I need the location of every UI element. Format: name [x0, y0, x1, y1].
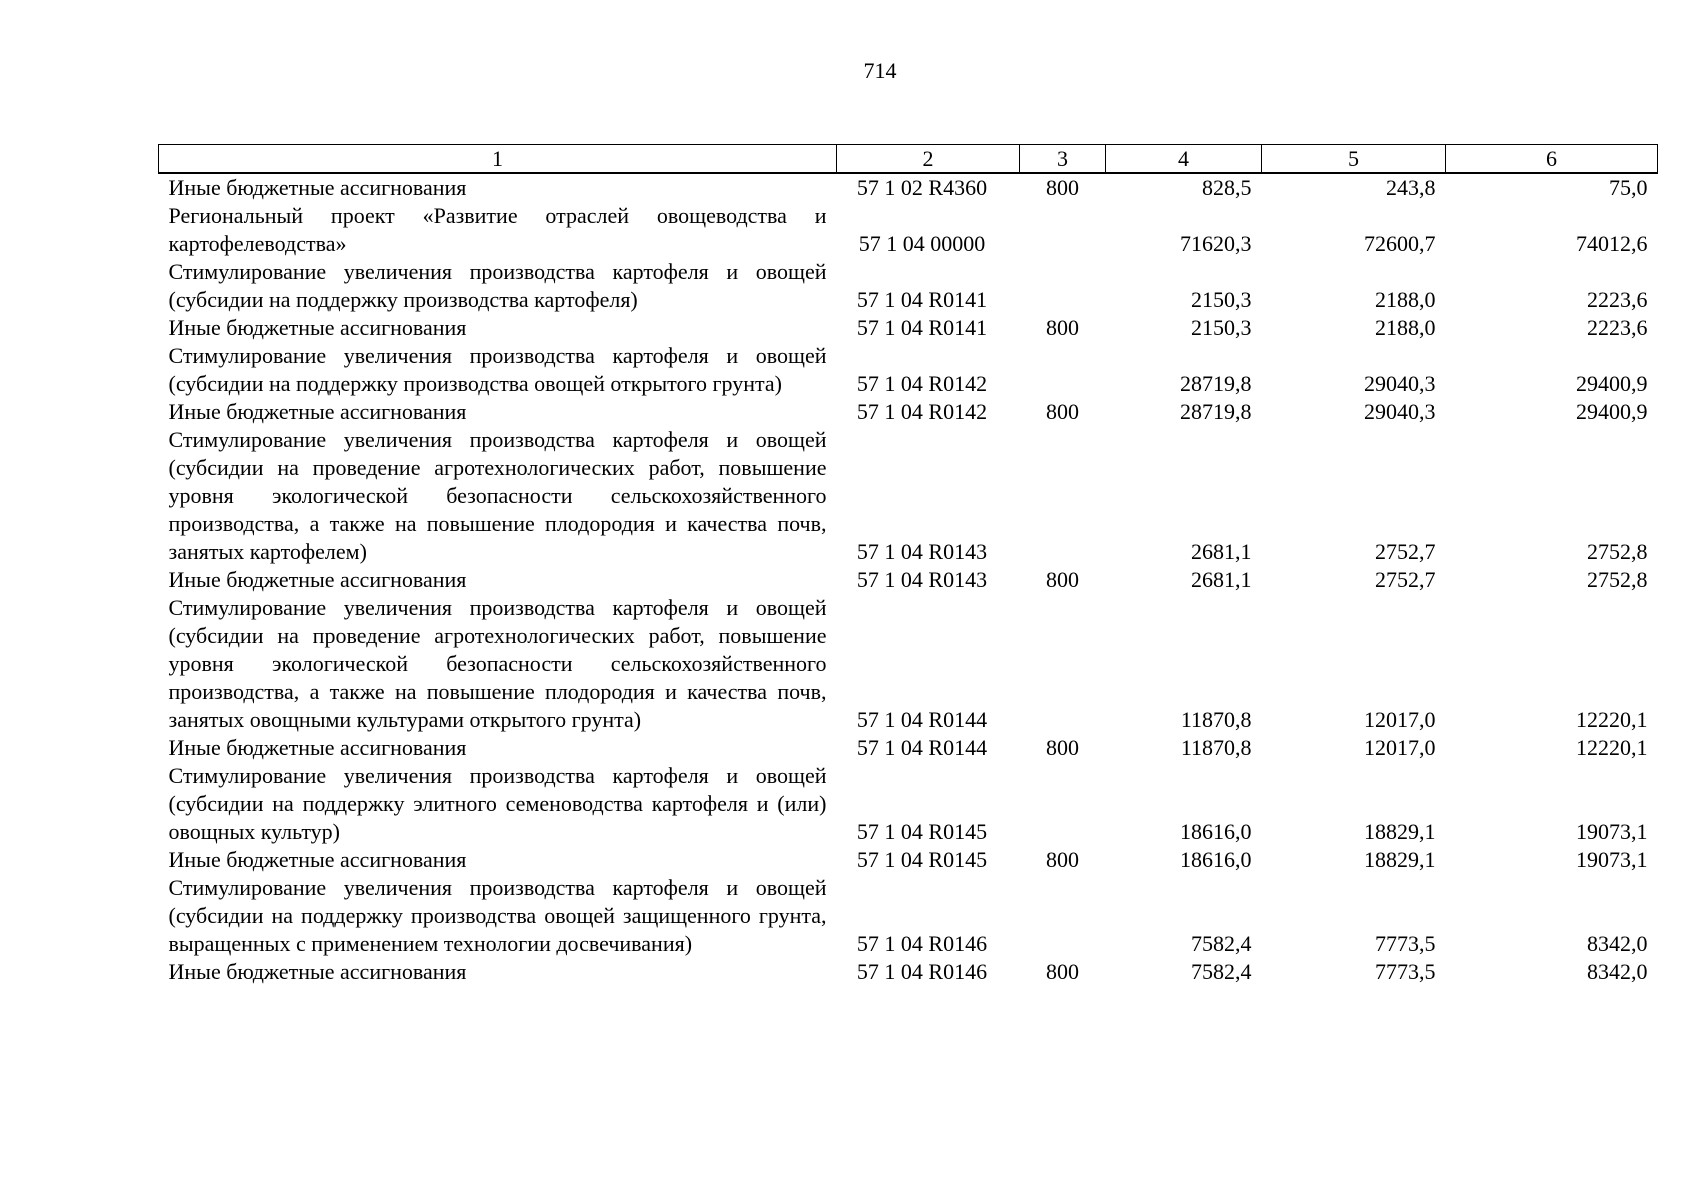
row-code-cell: 57 1 04 R0145: [856, 819, 988, 844]
row-value-col6-cell: 12220,1: [1576, 735, 1648, 760]
row-name-cell: Иные бюджетные ассигнования: [168, 175, 467, 200]
row-name-cell: Иные бюджетные ассигнования: [168, 847, 467, 872]
table-row: [159, 398, 1658, 426]
row-value-col6-cell: 12220,1: [1576, 707, 1648, 732]
row-expense-type-cell: 800: [1046, 399, 1079, 424]
row-name-cell: Региональный проект «Развитие отраслей овощеводства и картофелеводства»: [168, 203, 827, 256]
row-value-col5-cell: 18829,1: [1364, 819, 1436, 844]
row-value-col6-cell: 2223,6: [1587, 315, 1648, 340]
row-value-col4-cell: 2150,3: [1191, 315, 1252, 340]
row-code-cell: 57 1 04 R0144: [856, 735, 988, 760]
row-value-col6-cell: 2223,6: [1587, 287, 1648, 312]
row-name-cell: Иные бюджетные ассигнования: [168, 735, 467, 760]
row-value-col4-cell: 18616,0: [1180, 819, 1252, 844]
row-code-cell: 57 1 04 R0142: [856, 371, 988, 396]
row-value-col4-cell: 28719,8: [1180, 371, 1252, 396]
row-value-col4-cell: 7582,4: [1191, 931, 1252, 956]
row-value-col4-cell: 7582,4: [1191, 959, 1252, 984]
row-value-col5-cell: 2752,7: [1375, 539, 1436, 564]
row-name-cell: Стимулирование увеличения производства картофеля и овощей (субсидии на поддержку производства картофеля): [168, 259, 827, 312]
row-expense-type-cell: 800: [1046, 959, 1079, 984]
row-expense-type-cell: [1020, 762, 1106, 846]
table-row: [159, 202, 1658, 258]
row-value-col4-cell: 11870,8: [1180, 707, 1252, 732]
row-value-col6-cell: 2752,8: [1587, 567, 1648, 592]
row-value-col6-cell: 19073,1: [1576, 847, 1648, 872]
row-value-col4-cell: 2681,1: [1191, 539, 1252, 564]
row-value-col5-cell: 2188,0: [1375, 315, 1436, 340]
table-row: [159, 314, 1658, 342]
row-expense-type-cell: [1020, 258, 1106, 314]
row-value-col6-cell: 2752,8: [1587, 539, 1648, 564]
row-expense-type-cell: 800: [1046, 175, 1079, 200]
row-code-cell: 57 1 04 R0143: [856, 539, 988, 564]
table-header-row: [159, 145, 1658, 174]
row-code-cell: 57 1 04 R0146: [856, 931, 988, 956]
table-body: [159, 173, 1658, 986]
table-row: [159, 594, 1658, 734]
table-row: [159, 258, 1658, 314]
row-expense-type-cell: 800: [1046, 847, 1079, 872]
row-value-col6-cell: 29400,9: [1576, 399, 1648, 424]
row-expense-type-cell: [1020, 594, 1106, 734]
row-expense-type-cell: [1020, 202, 1106, 258]
table-row: [159, 846, 1658, 874]
row-code-cell: 57 1 04 R0146: [856, 959, 988, 984]
row-code-cell: 57 1 04 R0145: [856, 847, 988, 872]
row-value-col4-cell: 18616,0: [1180, 847, 1252, 872]
row-value-col6-cell: 74012,6: [1576, 231, 1648, 256]
row-value-col4-cell: 828,5: [1202, 175, 1252, 200]
row-value-col4-cell: 71620,3: [1180, 231, 1252, 256]
row-name-cell: Стимулирование увеличения производства картофеля и овощей (субсидии на проведение агротехнологических работ, повышение уровня экологической безопасности сельскохозяйственного производства, а также на повышение плодородия и качества почв, занятых картофелем): [168, 427, 827, 564]
row-value-col5-cell: 7773,5: [1375, 959, 1436, 984]
row-value-col5-cell: 2188,0: [1375, 287, 1436, 312]
row-code-cell: 57 1 04 R0144: [856, 707, 988, 732]
row-value-col6-cell: 8342,0: [1587, 931, 1648, 956]
row-value-col5-cell: 29040,3: [1364, 371, 1436, 396]
row-expense-type-cell: [1020, 342, 1106, 398]
row-code-cell: 57 1 02 R4360: [856, 175, 988, 200]
table-row: [159, 874, 1658, 958]
row-code-cell: 57 1 04 00000: [858, 231, 986, 256]
row-name-cell: Иные бюджетные ассигнования: [168, 959, 467, 984]
row-expense-type-cell: 800: [1046, 567, 1079, 592]
row-value-col5-cell: 12017,0: [1364, 707, 1436, 732]
row-code-cell: 57 1 04 R0141: [856, 287, 988, 312]
table-row: [159, 426, 1658, 566]
table-row: [159, 734, 1658, 762]
table-row: [159, 173, 1658, 202]
row-name-cell: Стимулирование увеличения производства картофеля и овощей (субсидии на поддержку производства овощей защищенного грунта, выращенных с применением технологии досвечивания): [168, 875, 827, 956]
row-code-cell: 57 1 04 R0142: [856, 399, 988, 424]
column-header-3: 3: [1020, 145, 1106, 174]
table-row: [159, 762, 1658, 846]
row-value-col5-cell: 243,8: [1386, 175, 1436, 200]
row-code-cell: 57 1 04 R0141: [856, 315, 988, 340]
table-row: [159, 342, 1658, 398]
row-value-col4-cell: 2681,1: [1191, 567, 1252, 592]
row-value-col5-cell: 2752,7: [1375, 567, 1436, 592]
row-code-cell: 57 1 04 R0143: [856, 567, 988, 592]
column-header-5: 5: [1262, 145, 1446, 174]
row-value-col6-cell: 19073,1: [1576, 819, 1648, 844]
row-name-cell: Иные бюджетные ассигнования: [168, 399, 467, 424]
row-value-col4-cell: 2150,3: [1191, 287, 1252, 312]
row-value-col5-cell: 7773,5: [1375, 931, 1436, 956]
table-row: [159, 566, 1658, 594]
row-expense-type-cell: [1020, 426, 1106, 566]
row-expense-type-cell: [1020, 874, 1106, 958]
row-value-col6-cell: 29400,9: [1576, 371, 1648, 396]
row-name-cell: Стимулирование увеличения производства картофеля и овощей (субсидии на поддержку элитного семеноводства картофеля и (или) овощных культур): [168, 763, 827, 844]
row-name-cell: Стимулирование увеличения производства картофеля и овощей (субсидии на поддержку производства овощей открытого грунта): [168, 343, 827, 396]
row-expense-type-cell: 800: [1046, 315, 1079, 340]
column-header-6: 6: [1446, 145, 1658, 174]
column-header-1: 1: [159, 145, 837, 174]
row-value-col5-cell: 12017,0: [1364, 735, 1436, 760]
row-value-col4-cell: 11870,8: [1180, 735, 1252, 760]
row-name-cell: Иные бюджетные ассигнования: [168, 315, 467, 340]
row-name-cell: Стимулирование увеличения производства картофеля и овощей (субсидии на проведение агротехнологических работ, повышение уровня экологической безопасности сельскохозяйственного производства, а также на повышение плодородия и качества почв, занятых овощными культурами открытого грунта): [168, 595, 827, 732]
row-value-col4-cell: 28719,8: [1180, 399, 1252, 424]
row-value-col5-cell: 29040,3: [1364, 399, 1436, 424]
column-header-2: 2: [837, 145, 1020, 174]
row-value-col6-cell: 75,0: [1609, 175, 1648, 200]
column-header-4: 4: [1106, 145, 1262, 174]
row-name-cell: Иные бюджетные ассигнования: [168, 567, 467, 592]
row-value-col5-cell: 18829,1: [1364, 847, 1436, 872]
row-value-col5-cell: 72600,7: [1364, 231, 1436, 256]
budget-table: [158, 144, 1658, 986]
row-value-col6-cell: 8342,0: [1587, 959, 1648, 984]
table-row: [159, 958, 1658, 986]
row-expense-type-cell: 800: [1046, 735, 1079, 760]
page-number: 714: [863, 58, 897, 83]
